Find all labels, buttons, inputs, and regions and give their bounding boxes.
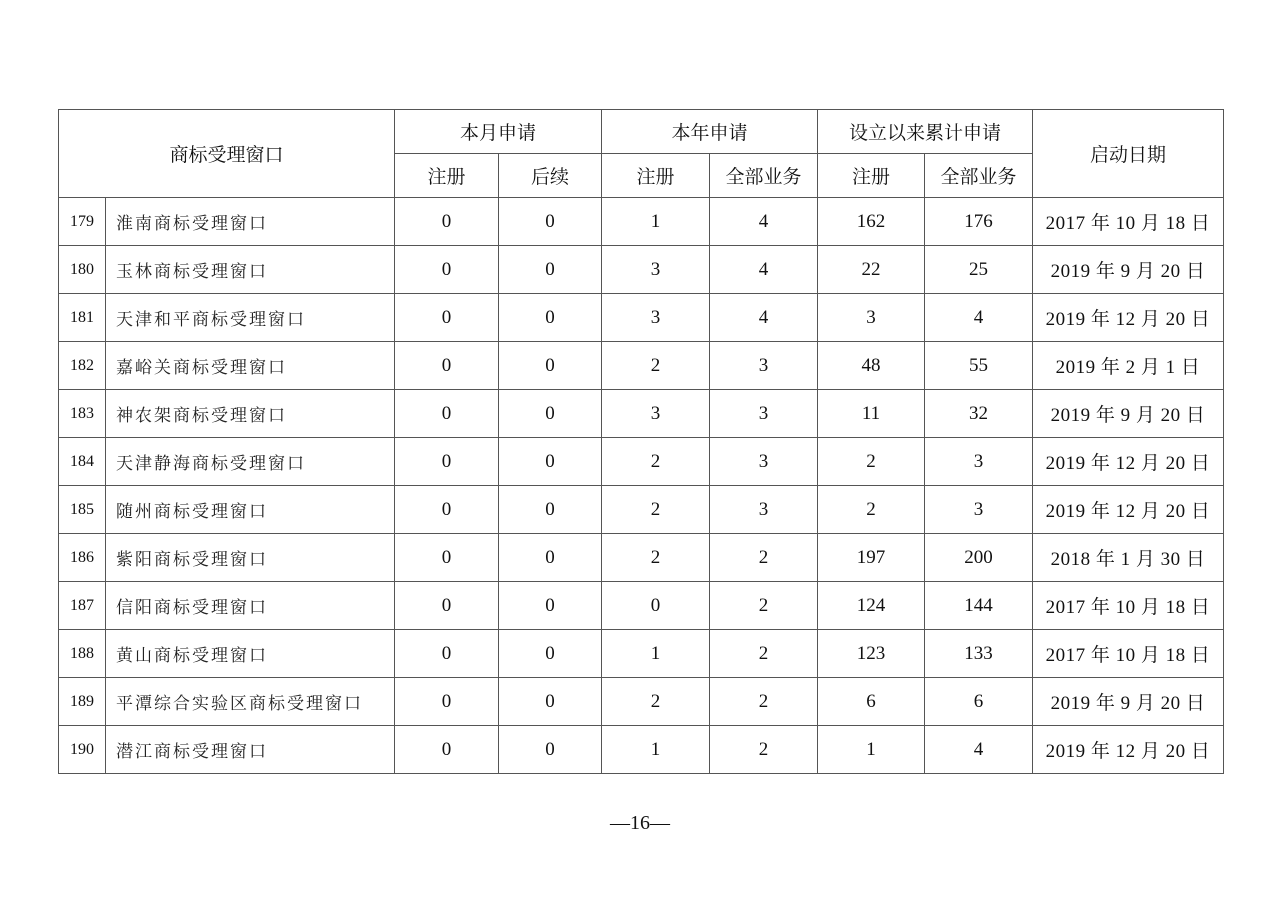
cumulative-register-value: 22 [818,246,925,294]
year-register-value: 2 [602,342,710,390]
year-all-business-value: 3 [710,486,818,534]
window-name: 黄山商标受理窗口 [106,630,395,678]
table-row [59,678,1224,726]
cumulative-all-business-value: 133 [925,630,1033,678]
month-followup-value: 0 [499,390,602,438]
month-register-value: 0 [395,726,499,774]
month-register-header: 注册 [395,154,499,198]
table-row [59,342,1224,390]
month-register-value: 0 [395,678,499,726]
year-register-value: 2 [602,678,710,726]
month-register-value: 0 [395,390,499,438]
start-date-value: 2017 年 10 月 18 日 [1033,582,1224,630]
row-index: 186 [59,534,106,582]
year-register-value: 2 [602,486,710,534]
year-register-value: 0 [602,582,710,630]
table-row [59,582,1224,630]
table-row [59,726,1224,774]
window-name: 玉林商标受理窗口 [106,246,395,294]
row-index: 183 [59,390,106,438]
trademark-window-table [58,109,1224,774]
table-header [59,110,1224,198]
cumulative-register-value: 2 [818,486,925,534]
month-register-value: 0 [395,198,499,246]
row-index: 188 [59,630,106,678]
cumulative-apply-group-header: 设立以来累计申请 [818,110,1033,154]
year-all-business-value: 3 [710,438,818,486]
table-body [59,198,1224,774]
start-date-value: 2019 年 12 月 20 日 [1033,486,1224,534]
month-register-value: 0 [395,630,499,678]
year-register-value: 1 [602,198,710,246]
start-date-value: 2017 年 10 月 18 日 [1033,630,1224,678]
page-number: —16— [610,812,670,834]
cumulative-register-value: 123 [818,630,925,678]
month-followup-value: 0 [499,342,602,390]
cumulative-all-business-value: 55 [925,342,1033,390]
year-all-business-value: 2 [710,534,818,582]
cumulative-register-value: 1 [818,726,925,774]
window-name: 嘉峪关商标受理窗口 [106,342,395,390]
month-followup-value: 0 [499,294,602,342]
month-register-value: 0 [395,438,499,486]
cumulative-all-business-value: 144 [925,582,1033,630]
cumulative-register-value: 162 [818,198,925,246]
month-followup-value: 0 [499,246,602,294]
start-date-value: 2017 年 10 月 18 日 [1033,198,1224,246]
row-index: 187 [59,582,106,630]
month-register-value: 0 [395,294,499,342]
year-register-value: 3 [602,390,710,438]
cumulative-register-value: 124 [818,582,925,630]
cumulative-all-business-value: 176 [925,198,1033,246]
row-index: 180 [59,246,106,294]
month-register-value: 0 [395,534,499,582]
table-row [59,294,1224,342]
start-date-value: 2019 年 12 月 20 日 [1033,294,1224,342]
year-register-header: 注册 [602,154,710,198]
window-name: 平潭综合实验区商标受理窗口 [106,678,395,726]
window-name: 淮南商标受理窗口 [106,198,395,246]
year-all-business-value: 2 [710,678,818,726]
cumulative-all-business-value: 32 [925,390,1033,438]
cumulative-all-business-value: 6 [925,678,1033,726]
month-followup-value: 0 [499,582,602,630]
year-register-value: 3 [602,294,710,342]
window-name: 天津和平商标受理窗口 [106,294,395,342]
year-register-value: 2 [602,534,710,582]
year-all-business-value: 4 [710,294,818,342]
window-name: 信阳商标受理窗口 [106,582,395,630]
year-all-business-header: 全部业务 [710,154,818,198]
month-register-value: 0 [395,582,499,630]
start-date-value: 2019 年 12 月 20 日 [1033,438,1224,486]
window-name: 紫阳商标受理窗口 [106,534,395,582]
year-register-value: 1 [602,630,710,678]
month-apply-group-header: 本月申请 [395,110,602,154]
table-row [59,486,1224,534]
window-name: 随州商标受理窗口 [106,486,395,534]
table-row [59,390,1224,438]
year-apply-group-header: 本年申请 [602,110,818,154]
table-row [59,630,1224,678]
month-followup-value: 0 [499,486,602,534]
start-date-header: 启动日期 [1033,110,1224,198]
cumulative-register-value: 3 [818,294,925,342]
cumulative-register-value: 197 [818,534,925,582]
table-row [59,534,1224,582]
cumulative-register-header: 注册 [818,154,925,198]
cumulative-register-value: 2 [818,438,925,486]
cumulative-register-value: 11 [818,390,925,438]
year-register-value: 2 [602,438,710,486]
month-followup-value: 0 [499,534,602,582]
month-register-value: 0 [395,486,499,534]
cumulative-all-business-value: 3 [925,438,1033,486]
row-index: 182 [59,342,106,390]
window-column-header: 商标受理窗口 [59,110,395,198]
start-date-value: 2019 年 9 月 20 日 [1033,390,1224,438]
year-all-business-value: 2 [710,726,818,774]
month-register-value: 0 [395,342,499,390]
month-followup-value: 0 [499,678,602,726]
window-name: 潜江商标受理窗口 [106,726,395,774]
cumulative-all-business-value: 4 [925,294,1033,342]
window-name: 神农架商标受理窗口 [106,390,395,438]
row-index: 190 [59,726,106,774]
table-row [59,198,1224,246]
start-date-value: 2019 年 9 月 20 日 [1033,246,1224,294]
year-all-business-value: 2 [710,582,818,630]
cumulative-all-business-header: 全部业务 [925,154,1033,198]
month-followup-value: 0 [499,630,602,678]
month-followup-value: 0 [499,198,602,246]
header-row-top [59,110,1224,154]
year-all-business-value: 3 [710,342,818,390]
cumulative-all-business-value: 4 [925,726,1033,774]
year-all-business-value: 3 [710,390,818,438]
year-register-value: 1 [602,726,710,774]
month-followup-header: 后续 [499,154,602,198]
start-date-value: 2019 年 12 月 20 日 [1033,726,1224,774]
row-index: 179 [59,198,106,246]
year-all-business-value: 2 [710,630,818,678]
window-name: 天津静海商标受理窗口 [106,438,395,486]
table-row [59,246,1224,294]
year-all-business-value: 4 [710,246,818,294]
table-row [59,438,1224,486]
row-index: 181 [59,294,106,342]
year-all-business-value: 4 [710,198,818,246]
row-index: 189 [59,678,106,726]
month-followup-value: 0 [499,438,602,486]
cumulative-all-business-value: 25 [925,246,1033,294]
row-index: 184 [59,438,106,486]
month-followup-value: 0 [499,726,602,774]
row-index: 185 [59,486,106,534]
cumulative-all-business-value: 3 [925,486,1033,534]
start-date-value: 2019 年 2 月 1 日 [1033,342,1224,390]
month-register-value: 0 [395,246,499,294]
cumulative-register-value: 6 [818,678,925,726]
year-register-value: 3 [602,246,710,294]
cumulative-register-value: 48 [818,342,925,390]
start-date-value: 2019 年 9 月 20 日 [1033,678,1224,726]
start-date-value: 2018 年 1 月 30 日 [1033,534,1224,582]
cumulative-all-business-value: 200 [925,534,1033,582]
